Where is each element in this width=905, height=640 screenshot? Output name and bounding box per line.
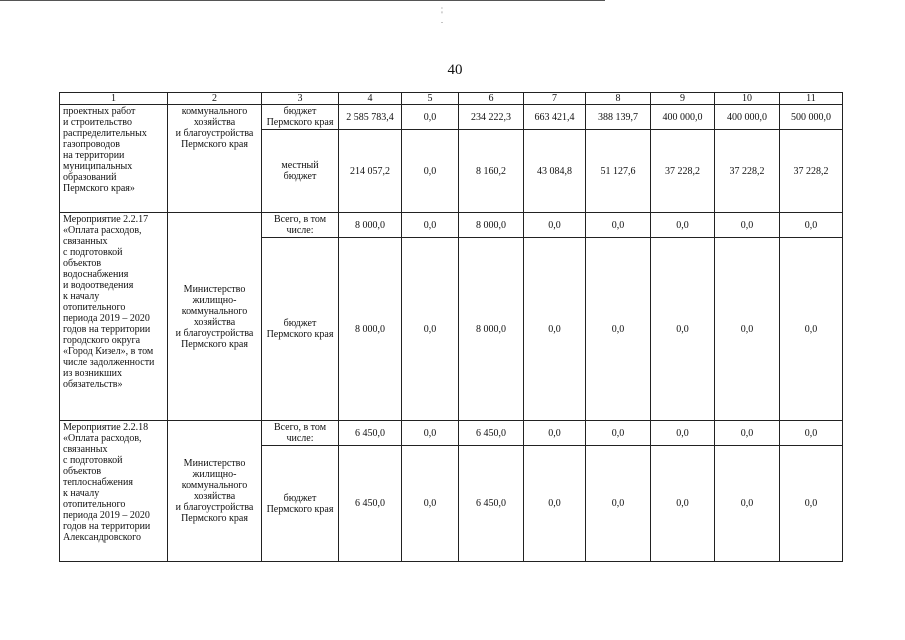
amount-cell: 43 084,8 [524, 130, 586, 213]
amount-cell: 0,0 [586, 213, 651, 238]
amount-cell: 0,0 [586, 446, 651, 562]
amount-cell: 6 450,0 [459, 446, 524, 562]
amount-cell: 37 228,2 [715, 130, 780, 213]
header-cell: 10 [715, 93, 780, 105]
funding-source: бюджет Пермского края [262, 105, 339, 130]
funding-source: Всего, в том числе: [262, 421, 339, 446]
responsible-executor: Министерство жилищно- коммунального хозяйства и благоустройства Пермского края [168, 213, 262, 421]
amount-cell: 6 450,0 [459, 421, 524, 446]
scan-mark: · ' . [440, 4, 444, 25]
funding-source: бюджет Пермского края [262, 238, 339, 421]
amount-cell: 0,0 [780, 446, 843, 562]
amount-cell: 37 228,2 [780, 130, 843, 213]
amount-cell: 0,0 [586, 238, 651, 421]
header-cell: 3 [262, 93, 339, 105]
amount-cell: 0,0 [586, 421, 651, 446]
amount-cell: 0,0 [780, 238, 843, 421]
measure-description: Мероприятие 2.2.18 «Оплата расходов, связанных с подготовкой объектов теплоснабжения к началу отопительного периода 2019 – 2020 годов на территории Александровского [60, 421, 168, 562]
amount-cell: 0,0 [524, 238, 586, 421]
header-row [60, 93, 843, 105]
header-cell: 11 [780, 93, 843, 105]
amount-cell: 0,0 [715, 238, 780, 421]
amount-cell: 663 421,4 [524, 105, 586, 130]
amount-cell: 500 000,0 [780, 105, 843, 130]
responsible-executor: Министерство жилищно- коммунального хозяйства и благоустройства Пермского края [168, 421, 262, 562]
amount-cell: 0,0 [651, 238, 715, 421]
measure-description: Мероприятие 2.2.17 «Оплата расходов, связанных с подготовкой объектов водоснабжения и водоотведения к началу отопительного периода 2019 – 2020 годов на территории городского округа «Город Кизел», в том числе задолженности из возникших обязательств» [60, 213, 168, 421]
responsible-executor: коммунального хозяйства и благоустройства Пермского края [168, 105, 262, 213]
amount-cell: 0,0 [780, 213, 843, 238]
header-cell: 6 [459, 93, 524, 105]
amount-cell: 0,0 [715, 421, 780, 446]
amount-cell: 8 000,0 [339, 213, 402, 238]
amount-cell: 0,0 [780, 421, 843, 446]
header-cell: 1 [60, 93, 168, 105]
amount-cell: 6 450,0 [339, 421, 402, 446]
amount-cell: 8 000,0 [459, 238, 524, 421]
table-row [60, 213, 843, 238]
amount-cell: 51 127,6 [586, 130, 651, 213]
amount-cell: 0,0 [402, 105, 459, 130]
amount-cell: 214 057,2 [339, 130, 402, 213]
funding-source: бюджет Пермского края [262, 446, 339, 562]
amount-cell: 400 000,0 [715, 105, 780, 130]
funding-source: Всего, в том числе: [262, 213, 339, 238]
header-cell: 7 [524, 93, 586, 105]
page-number: 40 [447, 62, 463, 78]
amount-cell: 0,0 [651, 213, 715, 238]
table-row [60, 105, 843, 130]
header-cell: 2 [168, 93, 262, 105]
amount-cell: 0,0 [402, 213, 459, 238]
header-cell: 4 [339, 93, 402, 105]
amount-cell: 8 000,0 [339, 238, 402, 421]
top-border-line [0, 0, 605, 1]
header-cell: 5 [402, 93, 459, 105]
amount-cell: 388 139,7 [586, 105, 651, 130]
amount-cell: 0,0 [715, 213, 780, 238]
amount-cell: 0,0 [524, 213, 586, 238]
amount-cell: 8 000,0 [459, 213, 524, 238]
amount-cell: 0,0 [651, 446, 715, 562]
amount-cell: 0,0 [402, 421, 459, 446]
amount-cell: 0,0 [402, 446, 459, 562]
budget-table [59, 92, 843, 562]
amount-cell: 0,0 [402, 130, 459, 213]
amount-cell: 0,0 [402, 238, 459, 421]
header-cell: 9 [651, 93, 715, 105]
header-cell: 8 [586, 93, 651, 105]
measure-description: проектных работ и строительство распределительных газопроводов на территории муниципальных образований Пермского края» [60, 105, 168, 213]
amount-cell: 0,0 [715, 446, 780, 562]
amount-cell: 0,0 [524, 421, 586, 446]
amount-cell: 234 222,3 [459, 105, 524, 130]
amount-cell: 400 000,0 [651, 105, 715, 130]
amount-cell: 2 585 783,4 [339, 105, 402, 130]
funding-source: местный бюджет [262, 130, 339, 213]
amount-cell: 6 450,0 [339, 446, 402, 562]
amount-cell: 37 228,2 [651, 130, 715, 213]
amount-cell: 0,0 [651, 421, 715, 446]
amount-cell: 8 160,2 [459, 130, 524, 213]
table-row [60, 421, 843, 446]
amount-cell: 0,0 [524, 446, 586, 562]
